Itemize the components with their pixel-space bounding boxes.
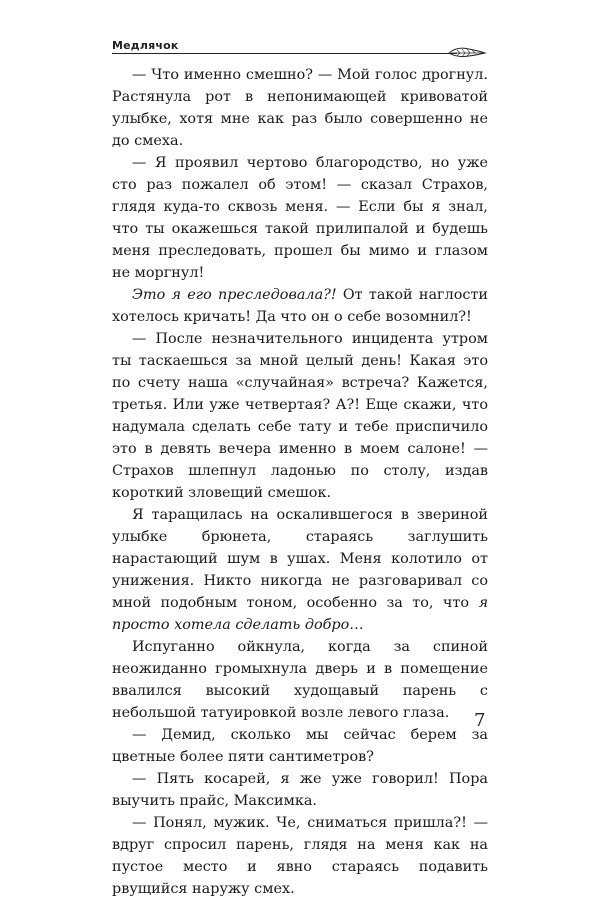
paragraph: Я таращилась на оскалившегося в звериной улыбке брюнета, стараясь заглушить нарастающий шум в ушах. Меня колотило от унижения. Никто никогда не разговаривал со мной подобным тоном, особенно за то, что я просто хотела сделать добро… [112,507,488,633]
paragraph: Испуганно ойкнула, когда за спиной неожиданно громыхнула дверь и в помещение ввалился высокий худощавый парень с небольшой татуировкой возле левого глаза. [112,639,488,721]
paragraph: — После незначительного инцидента утром ты таскаешься за мной целый день! Какая это по счету наша «случайная» встреча? Кажется, третья. Или уже четвертая? А?! Еще скажи, что надумала сделать себе тату и тебе приспичило это в девять вечера именно в моем салоне! — Страхов шлепнул ладонью по столу, издав короткий зловещий смешок. [112,331,488,501]
paragraph: — Пять косарей, я же уже говорил! Пора выучить прайс, Максимка. [112,771,488,809]
header-rule [112,53,457,54]
paragraph: — Я проявил чертово благородство, но уже сто раз пожалел об этом! — сказал Страхов, глядя куда-то сквозь меня. — Если бы я знал, что ты окажешься такой прилипалой и будешь меня преследовать, прошел бы мимо и глазом не моргнул! [112,155,488,281]
paragraph: — Демид, сколько мы сейчас берем за цветные более пяти сантиметров? [112,727,488,765]
paragraph: — Понял, мужик. Че, сниматься пришла?! — вдруг спросил парень, глядя на меня как на пустое место и явно стараясь подавить рвущийся наружу смех. [112,815,488,897]
page-number: 7 [474,710,486,731]
paragraph: — Что именно смешно? — Мой голос дрогнул. Растянула рот в непонимающей кривоватой улыбке, хотя мне как раз было совершенно не до смеха. [112,67,488,149]
running-header: Медлячок [112,39,179,52]
paragraph: Это я его преследовала?! От такой наглости хотелось кричать! Да что он о себе возомнил?! [112,287,488,325]
page-text [112,64,488,900]
feather-ornament-icon [447,44,487,60]
